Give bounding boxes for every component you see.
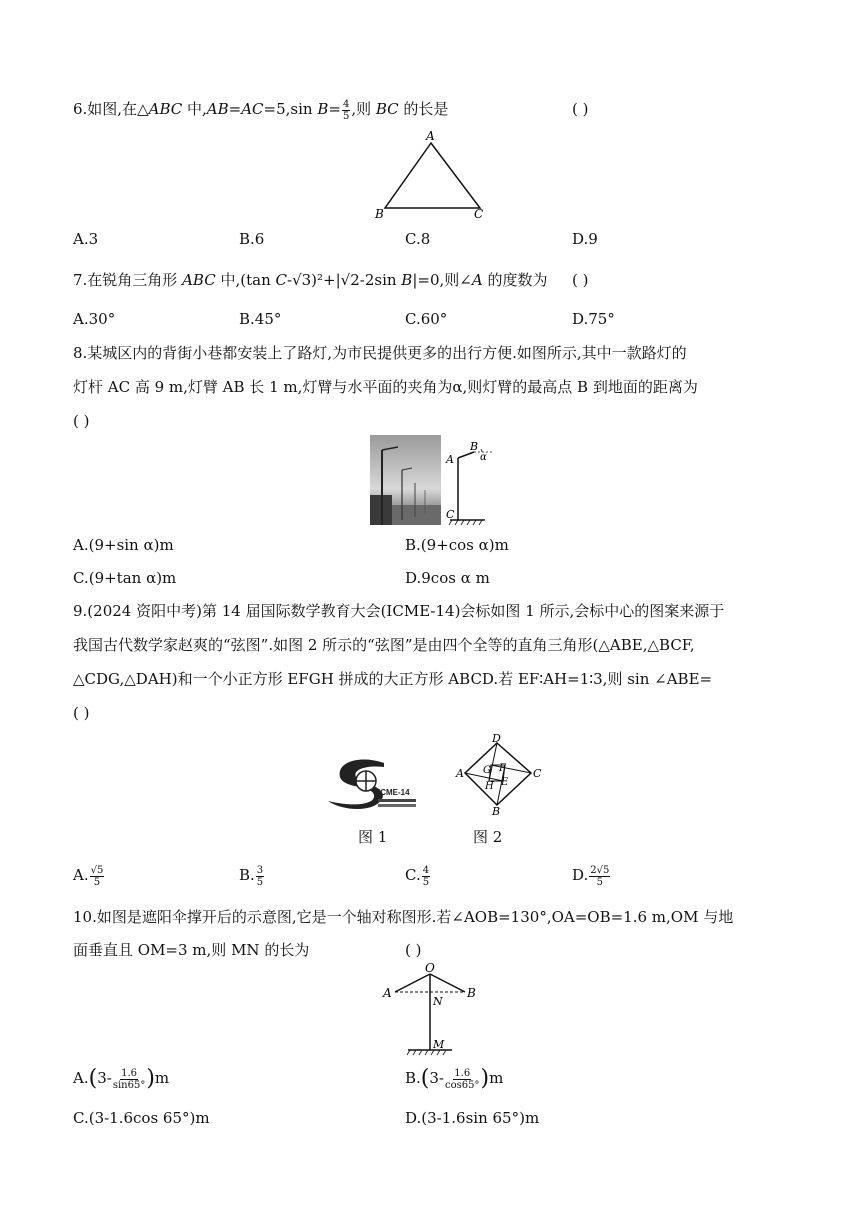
label-b: B xyxy=(470,440,479,453)
q7-option-d[interactable]: D.75° xyxy=(572,310,615,328)
label-c: C xyxy=(474,207,484,221)
label-a: A xyxy=(426,129,435,143)
label-h: H xyxy=(485,781,494,792)
q7-option-a[interactable]: A.30° xyxy=(73,310,116,328)
q8-stem-line1: 8.某城区内的背街小巷都安装上了路灯,为市民提供更多的出行方便.如图所示,其中一款路灯的 xyxy=(73,344,687,362)
q9-answer-paren: ( ) xyxy=(73,704,90,722)
q9-stem-line3: △CDG,△DAH)和一个小正方形 EFGH 拼成的大正方形 ABCD.若 EF∶AH=1∶3,则 sin ∠ABE= xyxy=(73,670,713,688)
label-d: D xyxy=(492,732,501,745)
q9-option-d[interactable]: D. $\frac{2√5}{5}$ xyxy=(572,864,610,888)
label-b: B xyxy=(375,207,384,221)
q6-option-c[interactable]: C.8 xyxy=(405,230,431,248)
label-a: A xyxy=(456,767,464,780)
q6-stem: 6.如图,在△ABC 中,AB=AC=5,sin B= $\frac{4}{5}$ ,则 BC 的长是 xyxy=(73,98,449,122)
label-c: C xyxy=(446,508,455,521)
q10-answer-paren: ( ) xyxy=(405,941,422,959)
q7-stem: 7.在锐角三角形 ABC 中,(tan C-√3)²+|√2-2sin B|=0,则∠A 的度数为 xyxy=(73,271,548,289)
q10-stem-line1: 10.如图是遮阳伞撑开后的示意图,它是一个轴对称图形.若∠AOB=130°,OA=OB=1.6 m,OM 与地 xyxy=(73,908,734,926)
q10-option-b[interactable]: B.(3- $\frac{1.6}{\cos 65^\circ}$ )m xyxy=(405,1066,504,1091)
label-b: B xyxy=(492,805,501,818)
label-m: M xyxy=(433,1038,445,1051)
q9-option-b[interactable]: B. $\frac{3}{5}$ xyxy=(239,864,264,888)
q9-stem-line2: 我国古代数学家赵爽的“弦图”.如图 2 所示的“弦图”是由四个全等的直角三角形(△ABE,△BCF, xyxy=(73,636,695,654)
q8-answer-paren: ( ) xyxy=(73,412,90,430)
label-c: C xyxy=(533,767,542,780)
label-alpha: α xyxy=(480,452,487,463)
figure1-caption: 图 1 xyxy=(358,828,388,846)
label-e: E xyxy=(501,777,509,788)
q6-triangle-figure xyxy=(368,128,498,220)
q10-umbrella-figure xyxy=(380,960,490,1056)
label-o: O xyxy=(425,961,435,975)
label-n: N xyxy=(433,995,443,1008)
q9-option-c[interactable]: C. $\frac{4}{5}$ xyxy=(405,864,430,888)
q7-option-c[interactable]: C.60° xyxy=(405,310,448,328)
q10-option-d[interactable]: D.(3-1.6sin 65°)m xyxy=(405,1109,540,1127)
q7-answer-paren: ( ) xyxy=(572,271,589,289)
q6-fraction: $\frac{4}{5}$ xyxy=(342,98,350,122)
q6-answer-paren: ( ) xyxy=(572,100,589,118)
q6-option-b[interactable]: B.6 xyxy=(239,230,265,248)
q8-lamp-diagram xyxy=(440,438,510,526)
label-f: F xyxy=(499,763,506,774)
label-b: B xyxy=(467,986,476,1000)
q6-option-a[interactable]: A.3 xyxy=(73,230,99,248)
q9-option-a[interactable]: A. $\frac{√5}{5}$ xyxy=(73,864,104,888)
q9-xiantu-figure xyxy=(455,732,542,818)
q8-street-photo xyxy=(370,435,441,525)
q10-option-a[interactable]: A.(3- $\frac{1.6}{\sin 65^\circ}$ )m xyxy=(73,1066,170,1091)
q10-stem-line2: 面垂直且 OM=3 m,则 MN 的长为 xyxy=(73,941,310,959)
q9-stem-line1: 9.(2024 资阳中考)第 14 届国际数学教育大会(ICME-14)会标如图 1 所示,会标中心的图案来源于 xyxy=(73,602,725,620)
icme-logo-figure xyxy=(322,755,420,813)
label-a: A xyxy=(383,986,392,1000)
label-g: G xyxy=(483,765,491,776)
q8-option-c[interactable]: C.(9+tan α)m xyxy=(73,569,177,587)
q8-option-d[interactable]: D.9cos α m xyxy=(405,569,490,587)
q7-option-b[interactable]: B.45° xyxy=(239,310,282,328)
q6-option-d[interactable]: D.9 xyxy=(572,230,598,248)
figure2-caption: 图 2 xyxy=(473,828,503,846)
q8-option-b[interactable]: B.(9+cos α)m xyxy=(405,536,509,554)
logo-text: ICME-14 xyxy=(378,788,410,797)
square-abcd xyxy=(465,743,531,805)
triangle-abc xyxy=(385,143,480,208)
label-a: A xyxy=(446,453,454,466)
q10-option-c[interactable]: C.(3-1.6cos 65°)m xyxy=(73,1109,210,1127)
q8-option-a[interactable]: A.(9+sin α)m xyxy=(73,536,174,554)
q8-stem-line2: 灯杆 AC 高 9 m,灯臂 AB 长 1 m,灯臂与水平面的夹角为α,则灯臂的最高点 B 到地面的距离为 xyxy=(73,378,698,396)
